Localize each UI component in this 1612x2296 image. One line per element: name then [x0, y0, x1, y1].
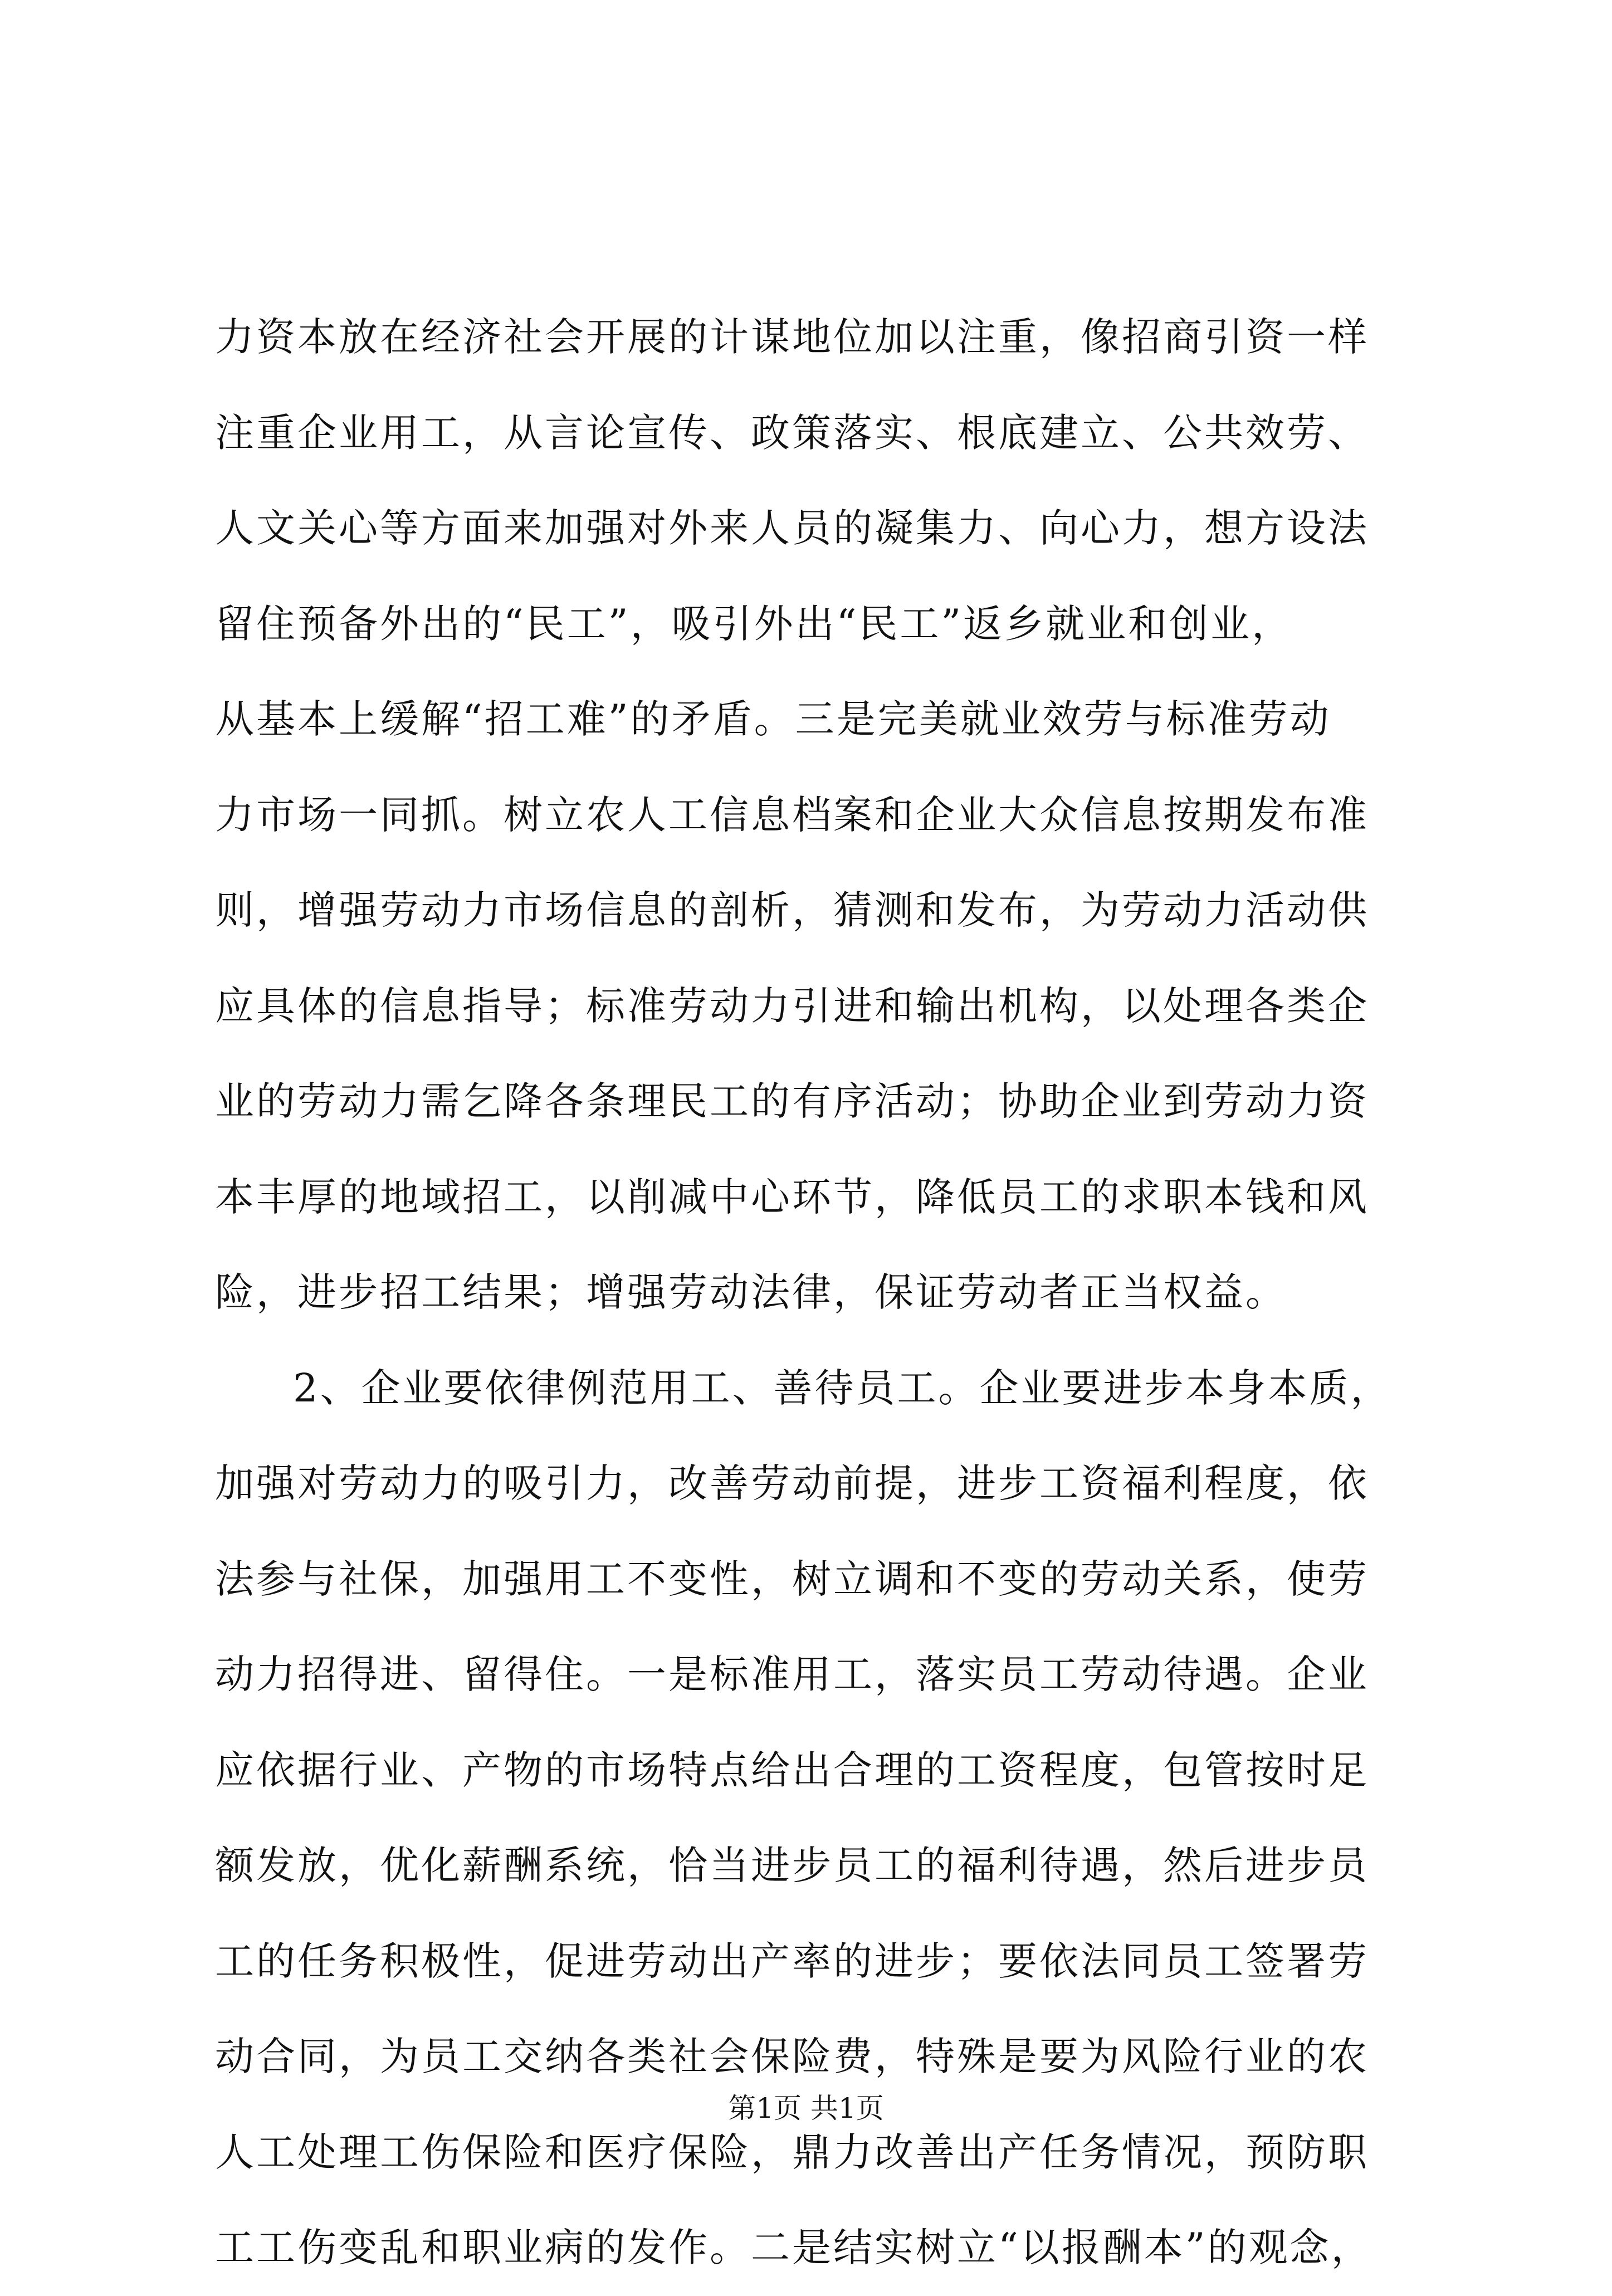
text-line: 动合同，为员工交纳各类社会保险费，特殊是要为风险行业的农: [215, 2034, 1369, 2079]
document-body: [215, 290, 1418, 2296]
text-line: 工工伤变乱和职业病的发作。二是结实树立“以报酬本”的观念，: [215, 2225, 1372, 2270]
text-line: 业的劳动力需乞降各条理民工的有序活动；协助企业到劳动力资: [215, 1078, 1369, 1124]
text-line: 注重企业用工，从言论宣传、政策落实、根底建立、公共效劳、: [215, 409, 1369, 456]
text-line: 应依据行业、产物的市场特点给出合理的工资程度，包管按时足: [215, 1747, 1369, 1793]
text-line: 力市场一同抓。树立农人工信息档案和企业大众信息按期发布准: [215, 792, 1369, 838]
text-line: 人工处理工伤保险和医疗保险，鼎力改善出产任务情况，预防职: [215, 2129, 1369, 2175]
text-line: 力资本放在经济社会开展的计谋地位加以注重，像招商引资一样: [215, 314, 1369, 360]
text-line: 额发放，优化薪酬系统，恰当进步员工的福利待遇，然后进步员: [215, 1843, 1369, 1888]
paragraph-start-line: 2、企业要依律例范用工、善待员工。企业要进步本身本质，: [293, 1365, 1392, 1411]
page-footer: 第1页 共1页: [728, 2092, 884, 2124]
text-line: 本丰厚的地域招工，以削减中心环节，降低员工的求职本钱和风: [215, 1174, 1369, 1220]
text-line: 加强对劳动力的吸引力，改善劳动前提，进步工资福利程度，依: [215, 1460, 1369, 1506]
text-line: 则，增强劳动力市场信息的剖析，猜测和发布，为劳动力活动供: [215, 887, 1369, 933]
text-line: 留住预备外出的“民工”，吸引外出“民工”返乡就业和创业，: [215, 600, 1293, 647]
text-line: 从基本上缓解“招工难”的矛盾。三是完美就业效劳与标准劳动: [215, 696, 1331, 742]
text-line: 法参与社保，加强用工不变性，树立调和不变的劳动关系，使劳: [215, 1556, 1369, 1602]
text-line: 动力招得进、留得住。一是标准用工，落实员工劳动待遇。企业: [215, 1652, 1369, 1697]
text-line: 应具体的信息指导；标准劳动力引进和输出机构，以处理各类企: [215, 983, 1369, 1029]
text-line: 人文关心等方面来加强对外来人员的凝集力、向心力，想方设法: [215, 505, 1369, 551]
text-line: 险，进步招工结果；增强劳动法律，保证劳动者正当权益。: [215, 1269, 1287, 1315]
text-line: 工的任务积极性，促进劳动出产率的进步；要依法同员工签署劳: [215, 1938, 1369, 1984]
